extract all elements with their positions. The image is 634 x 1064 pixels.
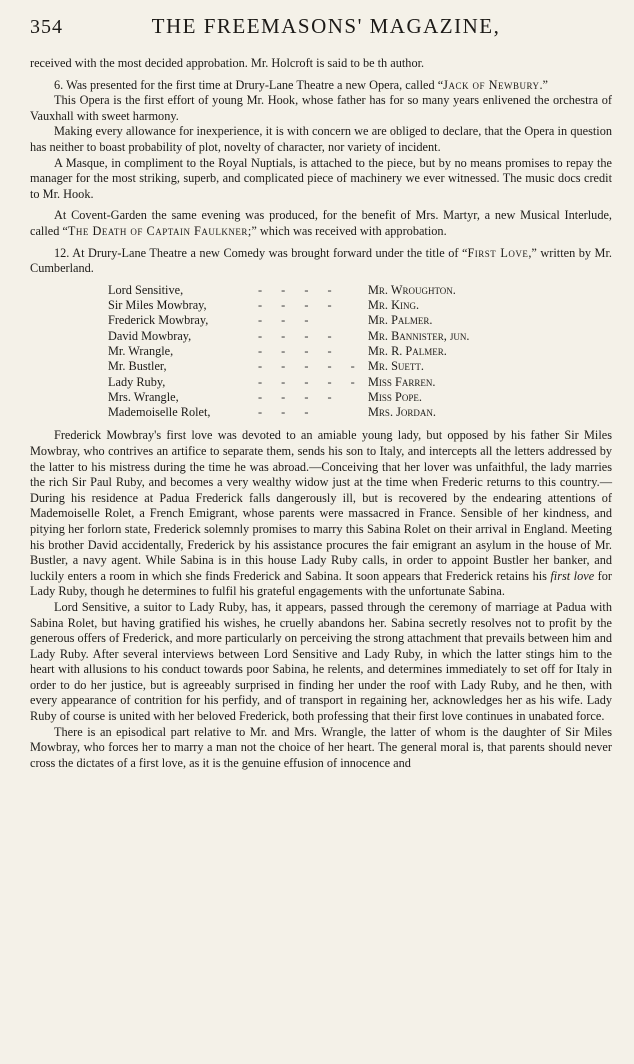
paragraph: There is an episodical part relative to Mr. and Mrs. Wrangle, the latter of whom is the daughter of Sir Miles Mowbray, who forces her to marry a man not the choice of her heart. The general moral is, that parents should never cross the dictates of a first love, as it is the genuine effusion of innocence and xyxy=(30,724,612,770)
cast-row: Lady Ruby, - - - - - Miss Farren. xyxy=(108,374,436,389)
paragraph: At Covent-Garden the same evening was produced, for the benefit of Mrs. Martyr, a new Musical Interlude, called “The Death of Captain Faulkner;” which was received with approbation. xyxy=(30,208,612,238)
paragraph: This Opera is the first effort of young Mr. Hook, whose father has for so many years enlivened the orchestra of Vauxhall with sweet harmony. xyxy=(30,93,612,123)
cast-row: Mademoiselle Rolet, - - - Mrs. Jordan. xyxy=(108,405,436,420)
page-number: 354 xyxy=(30,16,63,38)
cast-row: Frederick Mowbray, - - - Mr. Palmer. xyxy=(108,313,433,328)
paragraph: Frederick Mowbray's first love was devoted to an amiable young lady, but opposed by his father Sir Miles Mowbray, who contrives an artifice to separate them, sends his son to Italy, and intercepts all the letters addressed by the latter to his mistress during the time he was abroad.—Conceiving that her lover was unfaithful, the lady marries the rich Sir Paul Ruby, and becomes a very wealthy widow just at the time when Frederic returns to this country.—During his residence at Padua Frederick falls dangerously ill, but is recovered by the endearing attentions of Mademoiselle Rolet, a French Emigrant, whose parents were massacred in France. Sensible of her kindness, and pitying her forlorn state, Frederick solemnly promises to marry this Sabina Rolet on their arrival in England. Meeting his brother David accidentally, Frederick by his assistance procures the fair emigrant an asylum in the house of Mr. Bustler, a navy agent. While Sabina is in this house Lady Ruby calls, in order to appoint Bustler her banker, and luckily enters a room in which she finds Frederick and Sabina. It soon appears that Frederick retains his first love for Lady Ruby, though he determines to fulfil his grateful engagements with the unfortunate Sabina. xyxy=(30,428,612,599)
work-title: First Love xyxy=(467,245,529,260)
paragraph: 6. Was presented for the first time at Drury-Lane Theatre a new Opera, called “Jack of Newbury.” xyxy=(54,77,549,92)
paragraph: Lord Sensitive, a suitor to Lady Ruby, has, it appears, passed through the ceremony of marriage at Padua with Sabina Rolet, but having gratified his wishes, he cruelly abandons her. Sabina secretly resolves not to profit by the generous offers of Frederick, and more particularly on perceiving the strong attachment that prevails between him and Lady Ruby. After several interviews between Lord Sensitive and Lady Ruby, in which the latter stings him to the heart with allusions to his conduct towards poor Sabina, he relents, and determines immediately to set off for Italy in order to do her justice, but is agreeably surprised in finding her under the roof with Lady Ruby, and he then, with every appearance of contrition for his perfidy, and of transport in regaining her, acknowledges her as his wife. Lady Ruby of course is united with her beloved Frederick, both professing that their first love continues in unabated force. xyxy=(30,599,612,724)
cast-row: Lord Sensitive, - - - - Mr. Wroughton. xyxy=(108,282,456,297)
cast-row: David Mowbray, - - - - Mr. Bannister, jun. xyxy=(108,328,470,343)
cast-row: Mr. Wrangle, - - - - Mr. R. Palmer. xyxy=(108,343,447,358)
paragraph: received with the most decided approbation. Mr. Holcroft is said to be th author. xyxy=(30,56,425,70)
emphasis: first love xyxy=(550,568,595,583)
page-header xyxy=(30,14,612,56)
work-title: The Death of Captain Faulkner xyxy=(67,223,248,238)
work-title: Jack of Newbury xyxy=(443,77,540,92)
paragraph: A Masque, in compliment to the Royal Nuptials, is attached to the piece, but by no means promises to repay the manager for the most striking, superb, and complicated piece of machinery we ever witnessed. The music docs credit to Mr. Hook. xyxy=(30,155,612,201)
paragraph: 12. At Drury-Lane Theatre a new Comedy was brought forward under the title of “First Love,” written by Mr. Cumberland. xyxy=(30,245,612,276)
cast-list xyxy=(108,283,470,421)
cast-row: Sir Miles Mowbray, - - - - Mr. King. xyxy=(108,298,420,313)
running-title: THE FREEMASONS' MAGAZINE, xyxy=(151,14,501,38)
cast-row: Mrs. Wrangle, - - - - Miss Pope. xyxy=(108,389,422,404)
cast-row: Mr. Bustler, - - - - - Mr. Suett. xyxy=(108,359,424,374)
paragraph: Making every allowance for inexperience, it is with concern we are obliged to declare, that the Opera in question has neither to boast probability of plot, novelty of character, nor variety of incident. xyxy=(30,124,612,154)
